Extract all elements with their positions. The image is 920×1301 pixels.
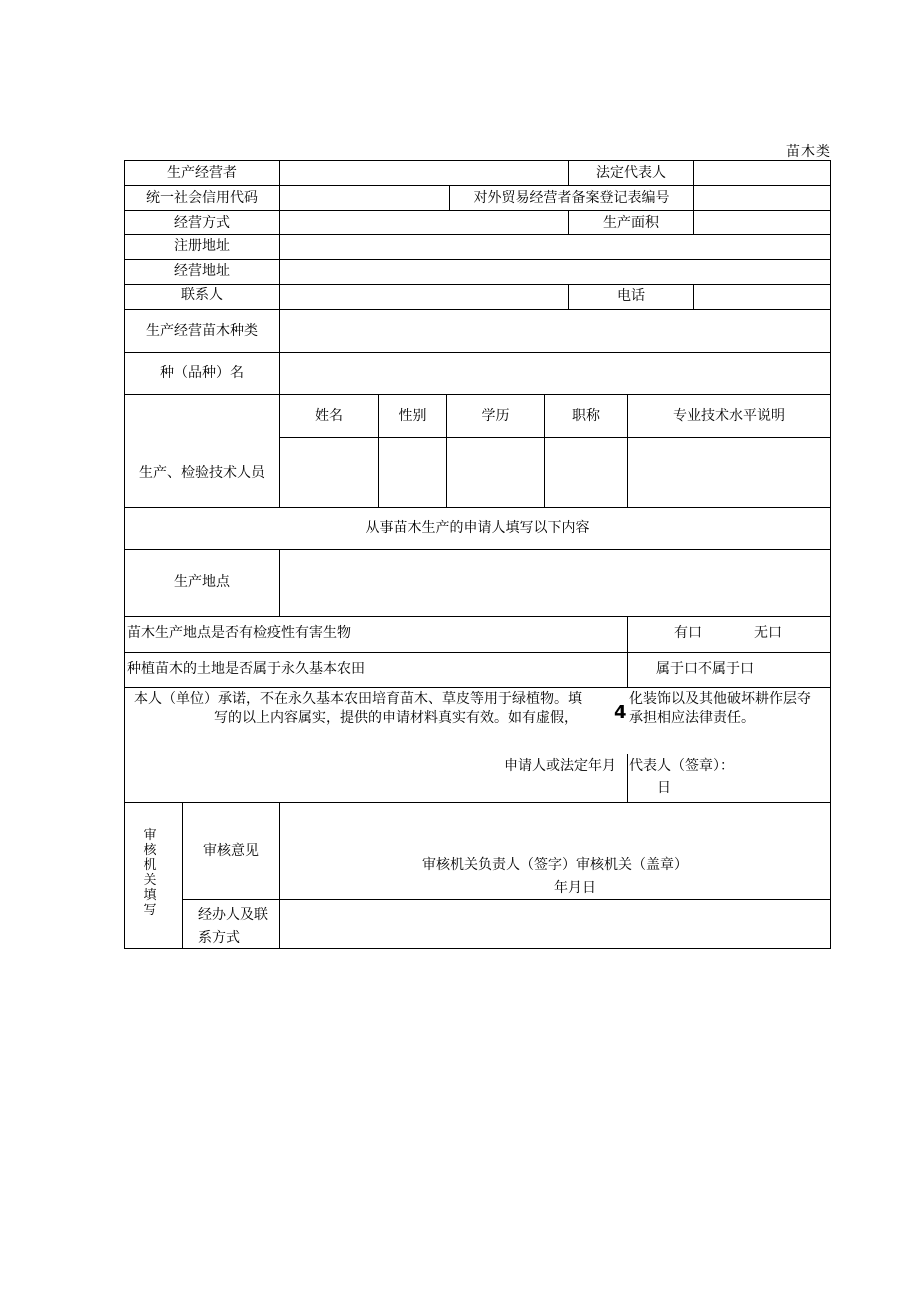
staff-title-field[interactable] <box>545 438 627 507</box>
staff-name-field[interactable] <box>280 438 378 507</box>
staff-header-title: 职称 <box>572 408 600 424</box>
phone-label: 电话 <box>617 288 645 304</box>
review-side-label <box>140 828 160 918</box>
table-line <box>124 507 831 508</box>
production-site-label: 生产地点 <box>174 574 230 590</box>
pledge-line2-right: 承担相应法律责任。 <box>629 710 755 726</box>
credit-code-label: 统一社会信用代码 <box>146 190 258 206</box>
credit-code-field[interactable] <box>280 186 449 210</box>
staff-skill-field[interactable] <box>628 438 830 507</box>
production-area-label: 生产面积 <box>603 215 659 231</box>
species-name-label: 种（品种）名 <box>160 365 244 381</box>
review-signatures: 审核机关负责人（签字）审核机关（盖章） <box>422 857 688 873</box>
table-line <box>627 616 628 687</box>
table-line <box>627 754 628 802</box>
pledge-line2-left: 写的以上内容属实，提供的申请材料真实有效。如有虚假， <box>214 710 578 726</box>
pledge-sign-day: 日 <box>657 780 671 796</box>
handler-label-line2: 系方式 <box>198 930 240 946</box>
tech-staff-label: 生产、检验技术人员 <box>139 465 265 481</box>
business-address-label: 经营地址 <box>174 263 230 279</box>
pledge-sign-right[interactable]: 代表人（签章）： <box>629 758 734 774</box>
table-line <box>830 160 831 949</box>
staff-header-name: 姓名 <box>315 408 343 424</box>
staff-gender-field[interactable] <box>379 438 446 507</box>
pledge-line1-right: 化装饰以及其他破坏耕作层夺 <box>629 691 811 707</box>
phone-field[interactable] <box>694 285 830 309</box>
form-category-label: 苗木类 <box>786 144 831 160</box>
production-area-field[interactable] <box>694 211 830 234</box>
producer-label: 生产经营者 <box>167 165 237 181</box>
table-line <box>124 616 831 617</box>
handler-field[interactable] <box>280 900 830 948</box>
table-line <box>124 652 831 653</box>
review-date: 年月日 <box>554 880 596 896</box>
farmland-options[interactable]: 属于口不属于口 <box>656 661 754 677</box>
business-mode-label: 经营方式 <box>174 215 230 231</box>
pledge-mark: 4 <box>614 702 627 723</box>
registered-address-field[interactable] <box>280 235 830 259</box>
handler-label-line1: 经办人及联 <box>198 907 268 923</box>
contact-label: 联系人 <box>181 287 223 303</box>
species-name-field[interactable] <box>280 353 830 394</box>
contact-field[interactable] <box>280 285 568 309</box>
pest-yes-option[interactable]: 有口 <box>674 625 702 641</box>
foreign-trade-no-field[interactable] <box>694 186 830 210</box>
pest-no-option[interactable]: 无口 <box>754 625 782 641</box>
farmland-question: 种植苗木的土地是否属于永久基本农田 <box>127 661 365 677</box>
staff-header-education: 学历 <box>481 408 510 424</box>
registered-address-label: 注册地址 <box>174 238 230 254</box>
table-line <box>124 687 831 688</box>
production-section-title: 从事苗木生产的申请人填写以下内容 <box>365 520 590 536</box>
business-mode-field[interactable] <box>280 211 568 234</box>
pledge-sign-left: 申请人或法定年月 <box>504 758 616 774</box>
production-site-field[interactable] <box>280 550 830 616</box>
table-line <box>124 948 831 949</box>
seedling-types-label: 生产经营苗木种类 <box>146 323 258 339</box>
table-line <box>124 394 831 395</box>
staff-header-gender: 性别 <box>398 408 427 424</box>
review-opinion-label: 审核意见 <box>203 843 259 859</box>
seedling-types-field[interactable] <box>280 310 830 352</box>
producer-field[interactable] <box>280 161 568 185</box>
review-opinion-field[interactable] <box>280 803 830 853</box>
legal-rep-label: 法定代表人 <box>596 165 666 181</box>
business-address-field[interactable] <box>280 260 830 284</box>
pest-question: 苗木生产地点是否有检疫性有害生物 <box>127 625 351 641</box>
foreign-trade-no-label: 对外贸易经营者备案登记表编号 <box>473 190 670 206</box>
staff-education-field[interactable] <box>447 438 544 507</box>
staff-header-skill: 专业技术水平说明 <box>673 408 785 424</box>
pledge-line1-left: 本人（单位）承诺，不在永久基本农田培育苗木、草皮等用于绿植物。填 <box>134 691 582 707</box>
legal-rep-field[interactable] <box>694 161 830 185</box>
review-side-text: 审核机关填写 <box>143 828 157 918</box>
table-line <box>182 802 183 948</box>
